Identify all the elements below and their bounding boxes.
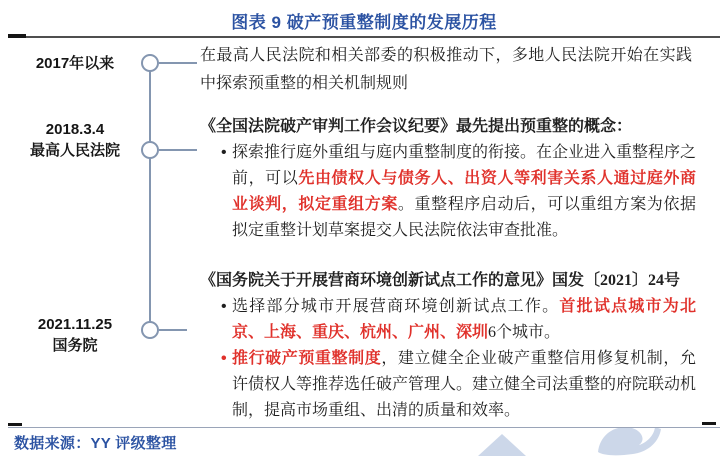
timeline-node-2021-icon — [141, 321, 159, 339]
bullet-icon: • — [221, 350, 227, 367]
figure-title: 图表 9 破产预重整制度的发展历程 — [231, 13, 497, 32]
milestone-label-2018 — [12, 119, 138, 161]
text-segment: 6个城市。 — [488, 324, 561, 341]
timeline-spine — [149, 63, 151, 331]
milestone-label-2017 — [12, 53, 138, 74]
milestone-date: 2017年以来 — [35, 55, 115, 72]
text-segment: 探索推行庭外重组与庭内重整制度的衔接。在企业进入重整程序之前，可以 — [232, 144, 697, 187]
bullet-icon: • — [221, 298, 227, 315]
bullet-icon: • — [221, 144, 227, 161]
milestone-label-2021 — [12, 314, 138, 356]
timeline-connector — [159, 62, 197, 64]
list-item — [200, 346, 696, 424]
milestone-text-2021 — [200, 268, 696, 424]
top-rule — [8, 36, 720, 38]
bullet-text — [232, 140, 696, 244]
timeline-connector — [159, 329, 187, 331]
timeline-connector — [159, 149, 197, 151]
milestone-text-2018 — [200, 114, 696, 244]
milestone-text-2017 — [200, 42, 692, 98]
milestone-date: 2021.11.25 — [37, 316, 113, 333]
bottom-rule-cap-right — [702, 422, 716, 425]
data-source-note: 数据来源：YY 评级整理 — [14, 435, 177, 452]
list-item — [200, 294, 696, 346]
milestone-date: 2018.3.4 — [45, 121, 105, 138]
text-segment: ，建立健全企业破产重整信用修复机制，允许债权人等推荐选任破产管理人。建立健全司法重整的府院联动机制，提高市场重组、出清的质量和效率。 — [232, 350, 697, 419]
text-segment: 选择部分城市开展营商环境创新试点工作。 — [232, 298, 560, 315]
top-rule-cap — [8, 34, 26, 38]
text-segment-highlight: 先由债权人与债务人、出资人等利害关系人通过庭外商业谈判，拟定重组方案 — [232, 170, 696, 213]
bottom-rule — [8, 427, 720, 428]
document-heading: 《全国法院破产审判工作会议纪要》最先提出预重整的概念： — [200, 118, 633, 135]
bullet-text — [232, 346, 696, 424]
text-segment-highlight: 推行破产预重整制度 — [232, 350, 382, 367]
paragraph: 在最高人民法院和相关部委的积极推动下，多地人民法院开始在实践中探索预重整的相关机制规则 — [200, 47, 692, 92]
watermark-logo — [440, 420, 710, 456]
timeline-node-2017-icon — [141, 54, 159, 72]
milestone-org: 最高人民法院 — [29, 142, 120, 159]
text-segment-highlight: 首批试点城市为北京、上海、重庆、杭州、广州、深圳 — [232, 298, 696, 341]
text-segment: 。重整程序启动后，可以重组方案为依据拟定重整计划草案提交人民法院依法审查批准。 — [232, 196, 696, 239]
milestone-org: 国务院 — [52, 337, 98, 354]
bottom-rule-cap-left — [8, 423, 22, 426]
list-item — [200, 140, 696, 244]
document-heading: 《国务院关于开展营商环境创新试点工作的意见》国发〔2021〕24号 — [200, 272, 681, 289]
bullet-text — [232, 294, 696, 346]
timeline-node-2018-icon — [141, 141, 159, 159]
